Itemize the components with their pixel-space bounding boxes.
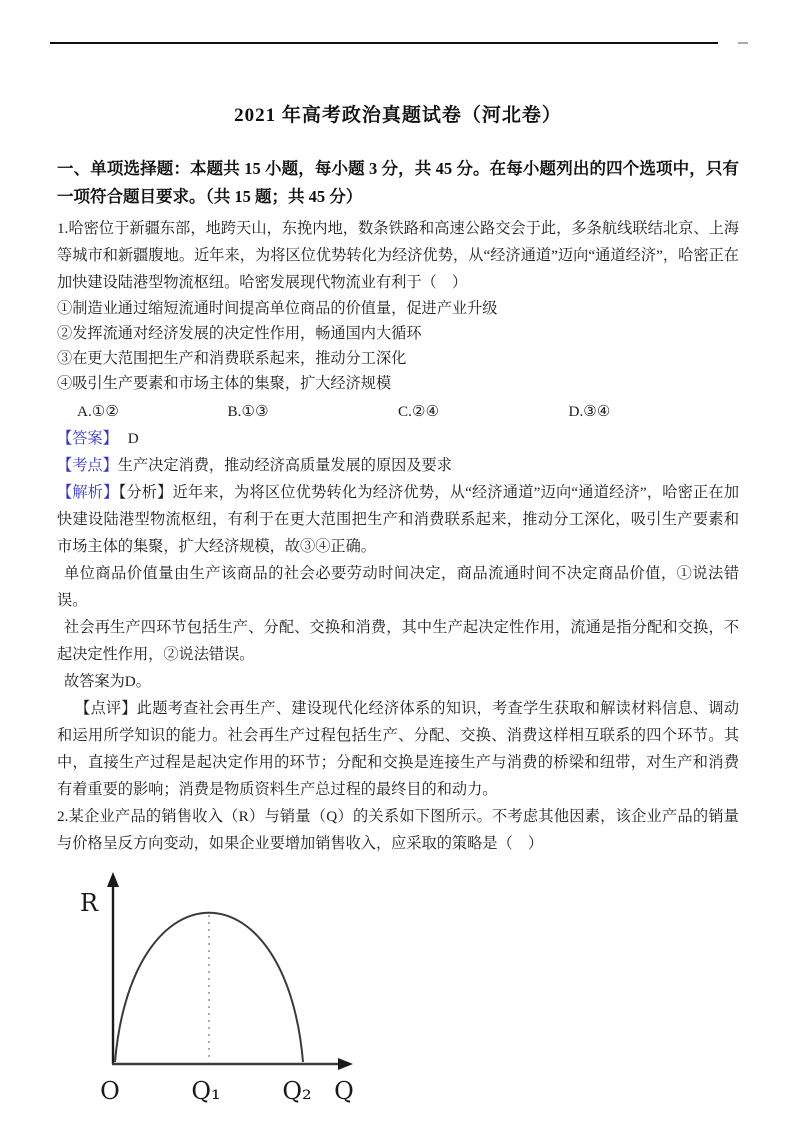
section-heading: 一、单项选择题：本题共 15 小题，每小题 3 分，共 45 分。在每小题列出的四个选项中，只有一项符合题目要求。（共 15 题；共 45 分） [57,159,739,206]
y-axis-label: R [80,889,99,917]
x-axis-arrowhead-icon [338,1058,353,1070]
choice-c: C.②④ [398,403,440,420]
question-2-stem: 2.某企业产品的销售收入（R）与销量（Q）的关系如下图所示。不考虑其他因素，该企业产品的销量与价格呈反方向变动，如果企业要增加销售收入，应采取的策略是（ ） [57,808,739,852]
chart-canvas [70,871,380,1116]
kaodian-label: 【考点】 [57,457,118,474]
dianping-label: 【点评】 [75,700,137,717]
dianping-text: 此题考查社会再生产、建设现代化经济体系的知识，考查学生获取和解读材料信息、调动和运用所学知识的能力。社会再生产过程包括生产、分配、交换、消费这样相互联系的四个环节。其中，直接生产过程是起决定作用的环节；分配和交换是连接生产与消费的桥梁和纽带，对生产和消费有着重要的影响；消费是物质资料生产总过程的最终目的和动力。 [57,700,740,798]
jiexi-paragraph-1 [57,479,739,560]
choice-a: A.①② [77,403,119,420]
question-1-option-3: ③在更大范围把生产和消费联系起来，推动分工深化 [57,350,407,367]
question-1-option-2: ②发挥流通对经济发展的决定性作用，畅通国内大循环 [57,325,422,342]
x-tick-q2-label: Q₂ [282,1077,312,1105]
jiexi-paragraph-2: 单位商品价值量由生产该商品的社会必要劳动时间决定，商品流通时间不决定商品价值，①说法错误。 [57,565,739,609]
document-page [57,102,739,1121]
jiexi-paragraph-4: 故答案为D。 [64,673,151,690]
x-axis-label: Q [334,1077,354,1105]
kaodian-text: 生产决定消费，推动经济高质量发展的原因及要求 [117,457,452,474]
page-title: 2021 年高考政治真题试卷（河北卷） [234,105,562,126]
answer-label: 【答案】 [57,430,118,447]
answer-line [57,426,739,452]
question-1-option-1: ①制造业通过缩短流通时间提高单位商品的价值量，促进产业升级 [57,300,498,317]
choice-b: B.①③ [227,403,269,420]
revenue-quantity-chart [70,871,739,1121]
choice-d: D.③④ [568,403,611,420]
question-1-stem: 1.哈密位于新疆东部，地跨天山，东挽内地，数条铁路和高速公路交会于此，多条航线联结北京、上海等城市和新疆腹地。近年来，为将区位优势转化为经济优势，从“经济通道”迈向“通道经济”，哈密正在加快建设陆港型物流枢纽。哈密发展现代物流业有利于（ ） [57,220,739,291]
y-axis-arrowhead-icon [107,872,119,887]
jiexi-p1-text: 【分析】近年来，为将区位优势转化为经济优势，从“经济通道”迈向“通道经济”，哈密正在加快建设陆港型物流枢纽，有利于在更大范围把生产和消费联系起来，推动分工深化，吸引生产要素和市场主体的集聚，扩大经济规模，故③④正确。 [57,484,740,555]
revenue-curve [115,913,303,1062]
dianping-paragraph [57,695,739,803]
origin-label: O [100,1077,120,1105]
question-1-choices-row [57,399,739,424]
jiexi-label: 【解析】 [57,484,119,501]
header-rule-end-dash [738,42,748,44]
x-tick-q1-label: Q₁ [191,1077,221,1105]
answer-value: D [127,430,139,447]
question-1-option-4: ④吸引生产要素和市场主体的集聚，扩大经济规模 [57,375,392,392]
jiexi-paragraph-3: 社会再生产四环节包括生产、分配、交换和消费，其中生产起决定性作用，流通是指分配和交换，不起决定性作用，②说法错误。 [57,619,739,663]
kaodian-line [57,452,739,479]
header-rule [50,42,718,44]
